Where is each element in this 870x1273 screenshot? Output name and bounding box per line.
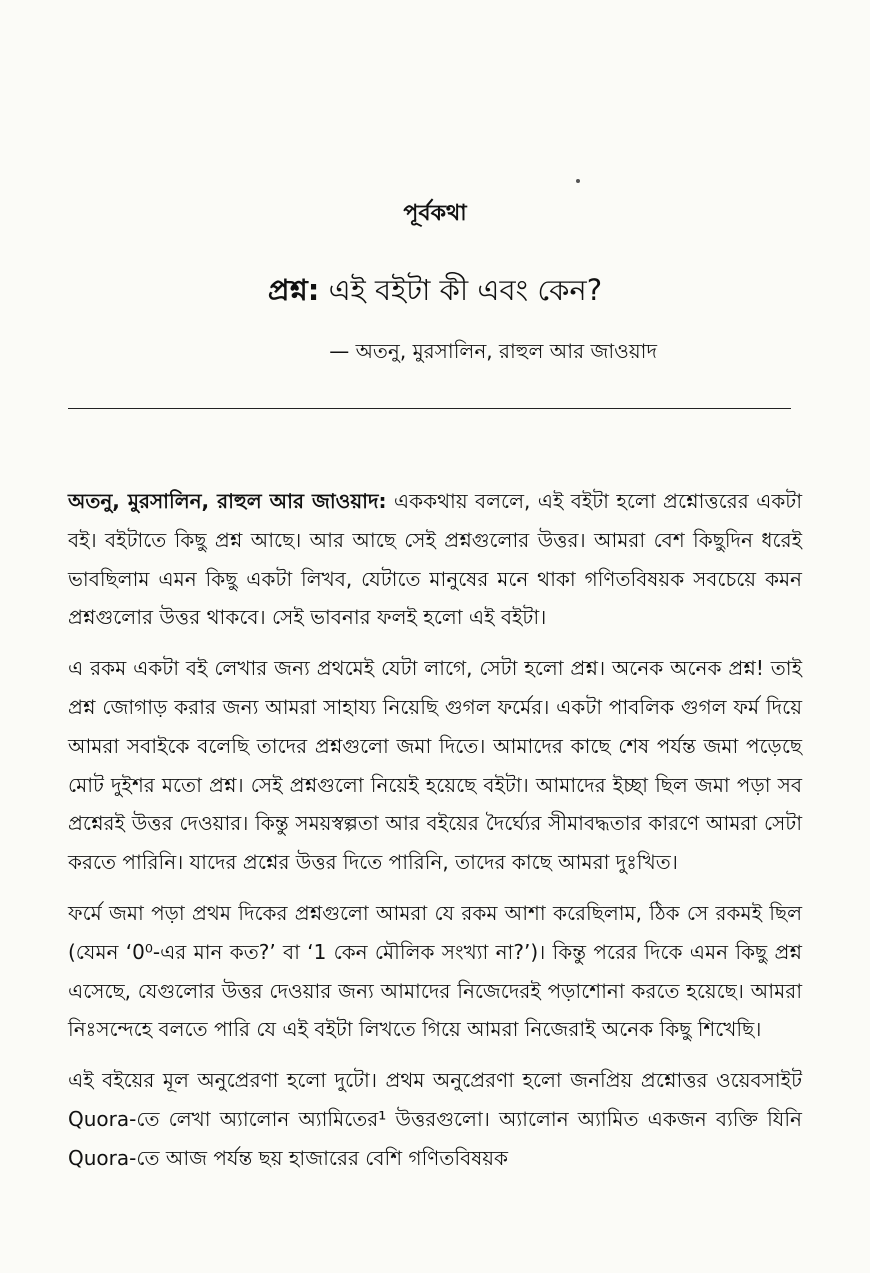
paragraph-text: এককথায় বললে, এই বইটা হলো প্রশ্নোত্তরের একটা বই। বইটাতে কিছু প্রশ্ন আছে। আর আছে সেই প্রশ্নগুলোর উত্তর। আমরা বেশ কিছুদিন ধরেই ভাবছিলাম এমন কিছু একটা লিখব, যেটাতে মানুষের মনে থাকা গণিতবিষয়ক সবচেয়ে কমন প্রশ্নগুলোর উত্তর থাকবে। সেই ভাবনার ফলই হলো এই বইটা। [68,489,803,630]
print-speck [576,179,580,183]
body-text [68,482,802,1190]
chapter-title [0,268,870,317]
question-label: প্রশ্ন: [267,273,320,307]
section-heading: পূর্বকথা [403,201,467,226]
question-text: এই বইটা কী এবং কেন? [328,273,603,307]
paragraph-text: এই বইয়ের মূল অনুপ্রেরণা হলো দুটো। প্রথম অনুপ্রেরণা হলো জনপ্রিয় প্রশ্নোত্তর ওয়েবসাইট Quora-তে লেখা অ্যালোন অ্যামিতের¹ উত্তরগুলো। অ্যালোন অ্যামিত একজন ব্যক্তি যিনি Quora-তে আজ পর্যন্ত ছয় হাজারের বেশি গণিতবিষয়ক [68,1068,802,1170]
paragraph-lead: অতনু, মুরসালিন, রাহুল আর জাওয়াদ: [68,489,387,513]
paragraph [68,1061,802,1177]
paragraph [68,482,802,637]
paragraph-text: ফর্মে জমা পড়া প্রথম দিকের প্রশ্নগুলো আমরা যে রকম আশা করেছিলাম, ঠিক সে রকমই ছিল (যেমন ‘0⁰-এর মান কত?’ বা ‘1 কেন মৌলিক সংখ্যা না?’)। কিন্তু পরের দিকে এমন কিছু প্রশ্ন এসেছে, যেগুলোর উত্তর দেওয়ার জন্য আমাদের নিজেদেরই পড়াশোনা করতে হয়েছে। আমরা নিঃসন্দেহে বলতে পারি যে এই বইটা লিখতে গিয়ে আমরা নিজেরাই অনেক কিছু শিখেছি। [68,900,802,1042]
divider [68,408,791,409]
paragraph-text: এ রকম একটা বই লেখার জন্য প্রথমেই যেটা লাগে, সেটা হলো প্রশ্ন। অনেক অনেক প্রশ্ন! তাই প্রশ্ন জোগাড় করার জন্য আমরা সাহায্য নিয়েছি গুগল ফর্মের। একটা পাবলিক গুগল ফর্ম দিয়ে আমরা সবাইকে বলেছি তাদের প্রশ্নগুলো জমা দিতে। আমাদের কাছে শেষ পর্যন্ত জমা পড়েছে মোট দুইশর মতো প্রশ্ন। সেই প্রশ্নগুলো নিয়েই হয়েছে বইটা। আমাদের ইচ্ছা ছিল জমা পড়া সব প্রশ্নেরই উত্তর দেওয়ার। কিন্তু সময়স্বল্পতা আর বইয়ের দৈর্ঘ্যের সীমাবদ্ধতার কারণে আমরা সেটা করতে পারিনি। যাদের প্রশ্নের উত্তর দিতে পারিনি, তাদের কাছে আমরা দুঃখিত। [68,656,802,875]
paragraph [68,894,802,1049]
paragraph [68,649,802,882]
author-line: — অতনু, মুরসালিন, রাহুল আর জাওয়াদ [329,339,657,363]
